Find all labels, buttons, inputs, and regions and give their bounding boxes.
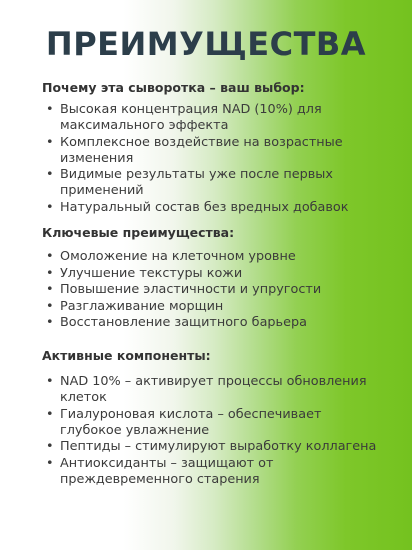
page-title: ПРЕИМУЩЕСТВА [45,25,367,63]
bullet-icon: • [46,374,54,389]
section-why-choose [42,80,382,216]
bullet-icon: • [46,265,54,281]
bullet-icon: • [46,102,54,117]
list-item [42,439,382,455]
list-item-text: Гиалуроновая кислота – обеспечивает глубокое увлажнение [60,406,322,438]
list-item-text: Омоложение на клеточном уровне [60,249,296,264]
list-item-text: Пептиды – стимулируют выработку коллагена [60,439,377,454]
section-heading: Почему эта сыворотка – ваш выбор: [42,80,305,95]
bullet-icon: • [46,406,54,422]
section-heading: Ключевые преимущества: [42,225,235,240]
bullet-icon: • [46,167,54,182]
list-item [42,200,382,216]
bullet-icon: • [46,315,54,330]
list-item-text: Повышение эластичности и упругости [60,282,322,297]
list-item [42,102,382,134]
list-item-text: Восстановление защитного барьера [60,315,307,330]
list-item-text: NAD 10% – активирует процессы обновления клеток [60,374,367,405]
list-item-text: Разглаживание морщин [60,298,224,314]
bullet-icon: • [46,199,54,215]
section-heading: Активные компоненты: [42,348,211,363]
list-item [42,167,382,199]
bullet-icon: • [46,134,54,150]
benefit-list [42,102,382,216]
list-item-text: Натуральный состав без вредных добавок [60,199,349,215]
bullet-icon: • [46,439,54,454]
bullet-icon: • [46,455,54,471]
list-item-text: Видимые результаты уже после первых применений [60,167,333,198]
list-item [42,266,382,282]
bullet-icon: • [46,298,54,314]
section-key-benefits [42,225,382,332]
list-item [42,456,382,488]
list-item [42,282,382,298]
bullet-icon: • [46,249,54,264]
list-item [42,135,382,167]
section-active-components [42,348,382,488]
list-item-text: Высокая концентрация NAD (10%) для максимального эффекта [60,102,322,133]
bullet-icon: • [46,282,54,297]
list-item [42,315,382,331]
component-list [42,374,382,488]
list-item [42,374,382,406]
list-item [42,407,382,439]
list-item-text: Комплексное воздействие на возрастные изменения [60,134,343,166]
list-item [42,299,382,315]
list-item [42,249,382,265]
benefit-list [42,249,382,331]
list-item-text: Улучшение текстуры кожи [60,265,243,281]
list-item-text: Антиоксиданты – защищают от преждевременного старения [60,455,274,487]
